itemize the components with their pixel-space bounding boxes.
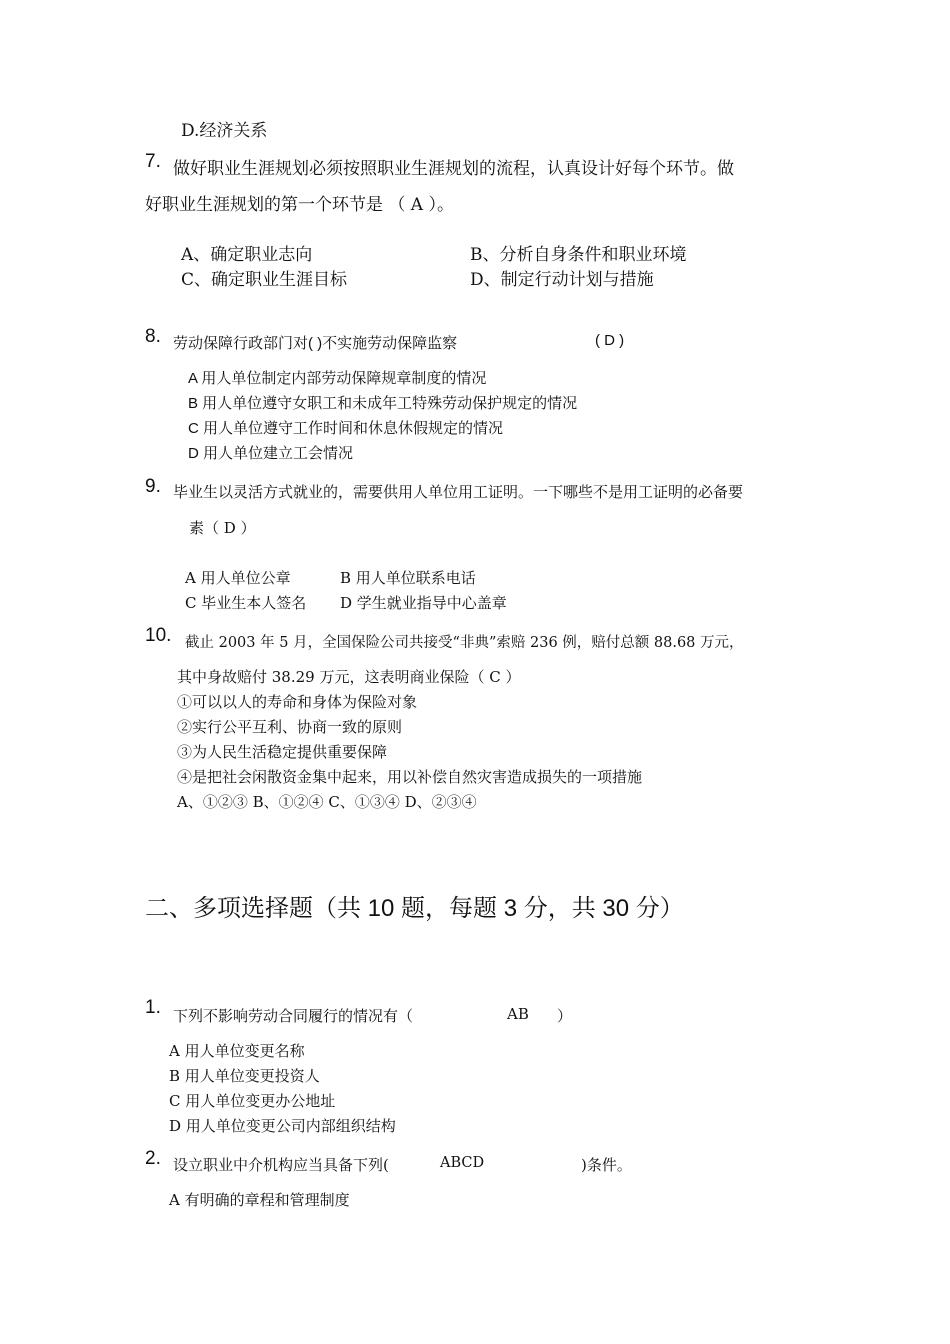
m2-text: 设立职业中介机构应当具备下列( <box>173 1156 389 1174</box>
m1-text: 下列不影响劳动合同履行的情况有（ <box>173 1007 414 1025</box>
q7-option-a: A、确定职业志向 <box>181 245 313 265</box>
q9-option-c: C 毕业生本人签名 <box>185 594 307 612</box>
q8-option: D 用人单位建立工会情况 <box>188 445 354 462</box>
q8-option: C 用人单位遵守工作时间和休息休假规定的情况 <box>188 420 504 437</box>
q8-answer: ( D ) <box>595 332 625 349</box>
q10-text-line2: 其中身故赔付 38.29 万元，这表明商业保险（ C ） <box>177 668 521 686</box>
q10-number: 10. <box>145 625 172 646</box>
m1-option: B 用人单位变更投资人 <box>169 1067 320 1085</box>
q10-item: ③为人民生活稳定提供重要保障 <box>177 743 388 761</box>
q9-text-line1: 毕业生以灵活方式就业的，需要供用人单位用工证明。一下哪些不是用工证明的必备要 <box>173 483 744 501</box>
section-heading: 二、多项选择题（共 10 题，每题 3 分，共 30 分） <box>145 895 684 922</box>
m2-answer: ABCD <box>440 1155 485 1171</box>
q7-option-c: C、确定职业生涯目标 <box>181 270 348 290</box>
q10-item: ②实行公平互利、协商一致的原则 <box>177 718 403 736</box>
q9-option-d: D 学生就业指导中心盖章 <box>340 594 507 612</box>
q8-option: B 用人单位遵守女职工和未成年工特殊劳动保护规定的情况 <box>188 395 578 412</box>
q7-number: 7. <box>145 151 161 172</box>
m1-answer: AB <box>507 1005 529 1023</box>
q7-option-d: D、制定行动计划与措施 <box>470 270 654 290</box>
q8-number: 8. <box>145 326 161 347</box>
m1-option: D 用人单位变更公司内部组织结构 <box>169 1117 396 1135</box>
q8-option: A 用人单位制定内部劳动保障规章制度的情况 <box>188 370 487 387</box>
m2-option-a: A 有明确的章程和管理制度 <box>169 1191 350 1209</box>
q10-choices: A、①②③ B、①②④ C、①③④ D、②③④ <box>177 793 477 811</box>
q9-text-line2: 素（ D ） <box>189 519 256 537</box>
q8-text: 劳动保障行政部门对( )不实施劳动保障监察 <box>173 335 458 352</box>
m1-option: A 用人单位变更名称 <box>169 1042 305 1060</box>
q9-number: 9. <box>145 476 161 497</box>
m2-number: 2. <box>145 1148 161 1169</box>
q10-item: ④是把社会闲散资金集中起来，用以补偿自然灾害造成损失的一项措施 <box>177 768 643 786</box>
q7-option-b: B、分析自身条件和职业环境 <box>470 245 687 265</box>
q7-text-line2: 好职业生涯规划的第一个环节是 （ A ）。 <box>145 195 454 215</box>
q9-option-b: B 用人单位联系电话 <box>340 569 476 587</box>
q7-text-line1: 做好职业生涯规划必须按照职业生涯规划的流程，认真设计好每个环节。做 <box>173 159 734 179</box>
m2-close: )条件。 <box>581 1156 632 1174</box>
m1-close: ） <box>557 1007 573 1025</box>
m1-number: 1. <box>145 997 161 1018</box>
q10-text-line1: 截止 2003 年 5 月，全国保险公司共接受“非典”索赔 236 例，赔付总额 88.68 万元， <box>185 635 744 651</box>
q10-item: ①可以以人的寿命和身体为保险对象 <box>177 693 418 711</box>
m1-option: C 用人单位变更办公地址 <box>169 1092 336 1110</box>
q6-option-d: D.经济关系 <box>181 121 268 141</box>
q9-option-a: A 用人单位公章 <box>185 569 291 587</box>
